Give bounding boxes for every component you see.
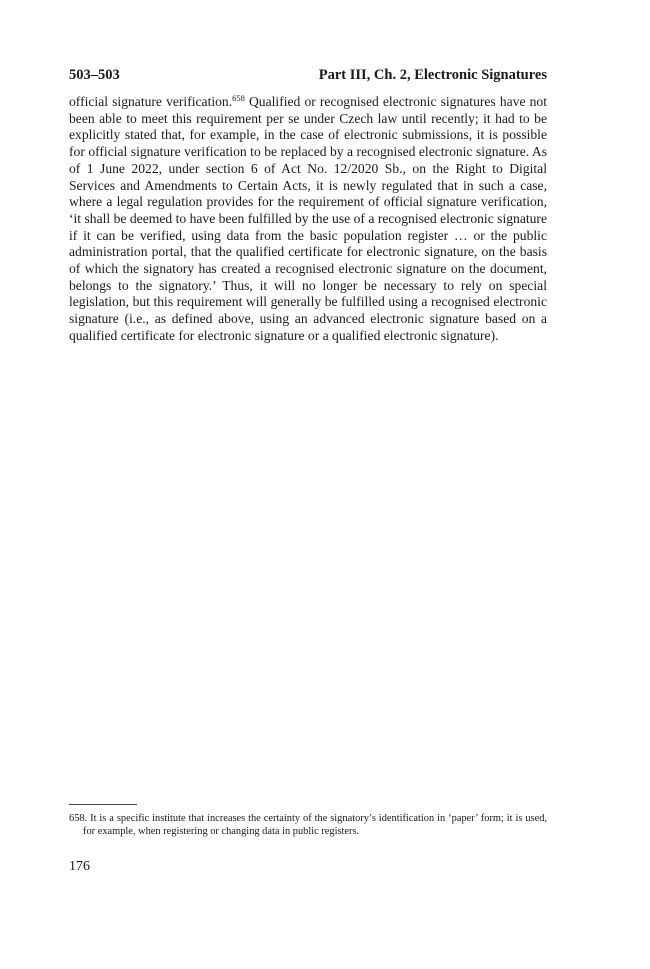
footnote-separator: [69, 804, 137, 805]
section-range: 503–503: [69, 67, 120, 83]
running-title: Part III, Ch. 2, Electronic Signatures: [318, 67, 547, 83]
body-paragraph: [69, 94, 547, 345]
footnote-658: 658. It is a specific institute that increases the certainty of the signatory’s identification in ‘paper’ form; it is used, for example, when registering or changing data in public registers.: [69, 813, 547, 838]
page-number: 176: [69, 859, 90, 874]
paragraph-text-start: official signature verification.: [69, 94, 233, 109]
paragraph-text-rest: Qualified or recognised electronic signatures have not been able to meet this requirement per se under Czech law until recently; it had to be explicitly stated that, for example, in the case of electronic submissions, it is possible for official signature verification to be replaced by a recognised electronic signature. As of 1 June 2022, under section 6 of Act No. 12/2020 Sb., on the Right to Digital Services and Amendments to Certain Acts, it is newly regulated that in such a case, where a legal regulation provides for the requirement of official signature verification, ‘it shall be deemed to have been fulfilled by the use of a recognised electronic signature if it can be verified, using data from the basic population register … or the public administration portal, that the qualified certificate for electronic signature, on the basis of which the signatory has created a recognised electronic signature on the document, belongs to the signatory.’ Thus, it will no longer be necessary to rely on special legislation, but this requirement will generally be fulfilled using a recognised electronic signature (i.e., as defined above, using an advanced electronic signature based on a qualified certificate for electronic signature or a qualified electronic signature).: [69, 94, 547, 343]
footnote-reference[interactable]: 658: [232, 93, 245, 103]
